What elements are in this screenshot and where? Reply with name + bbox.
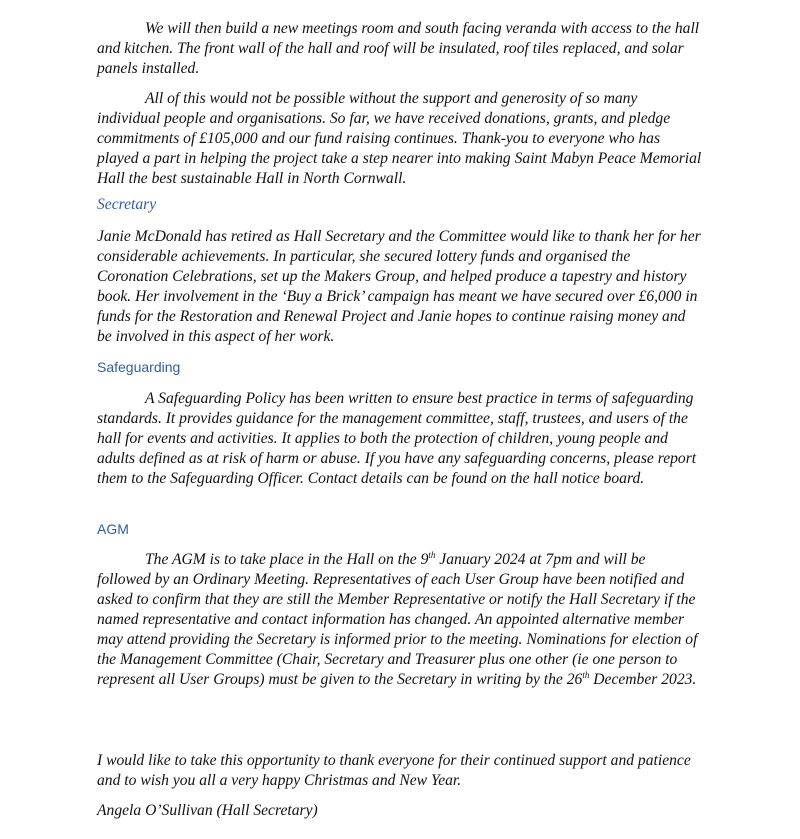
signature-line: Angela O’Sullivan (Hall Secretary) [97,802,318,819]
paragraph-thanks: I would like to take this opportunity to thank everyone for their continued support and patience and to wish you all a very happy Christmas and New Year. [97,752,691,789]
paragraph-agm [97,550,703,690]
heading-agm: AGM [97,521,129,537]
agm-ordinal-1: th [428,549,436,560]
paragraph-support: All of this would not be possible without the support and generosity of so many individual people and organisations. So far, we have received donations, grants, and pledge commitments of £105,000 and our fund raising continues. Thank-you to everyone who has played a part in helping the project take a step nearer into making Saint Mabyn Peace Memorial Hall the best sustainable Hall in North Cornwall. [97,90,702,187]
paragraph-secretary: Janie McDonald has retired as Hall Secretary and the Committee would like to thank her for her considerable achievements. In particular, she secured lottery funds and organised the Coronation Celebrations, set up the Makers Group, and helped produce a tapestry and history book. Her involvement in the ‘Buy a Brick’ campaign has meant we have secured over £6,000 in funds for the Restoration and Renewal Project and Janie hopes to continue raising money and be involved in this aspect of her work. [97,228,701,345]
paragraph-veranda: We will then build a new meetings room and south facing veranda with access to the hall and kitchen. The front wall of the hall and roof will be insulated, roof tiles replaced, and solar panels installed. [97,20,700,77]
agm-text-part1: The AGM is to take place in the Hall on the 9 [145,551,429,568]
paragraph-safeguarding: A Safeguarding Policy has been written to ensure best practice in terms of safeguarding standards. It provides guidance for the management committee, staff, trustees, and users of the hall for events and activities. It applies to both the protection of children, young people and adults defined as at risk of harm or abuse. If you have any safeguarding concerns, please report them to the Safeguarding Officer. Contact details can be found on the hall notice board. [97,390,697,487]
agm-text-part2: January 2024 at 7pm and will be followed by an Ordinary Meeting. Representatives of each User Group have been notified and asked to confirm that they are still the Member Representative or notify the Hall Secretary if the named representative and contact information has changed. An appointed alternative member may attend providing the Secretary is informed prior to the meeting. Nominations for election of the Management Committee (Chair, Secretary and Treasurer plus one other (ie one person to represent all User Groups) must be given to the Secretary in writing by the 26 [97,551,698,688]
heading-secretary: Secretary [97,196,157,213]
agm-text-part3: December 2023. [589,671,697,688]
agm-ordinal-2: th [582,669,590,680]
heading-safeguarding: Safeguarding [97,359,181,375]
